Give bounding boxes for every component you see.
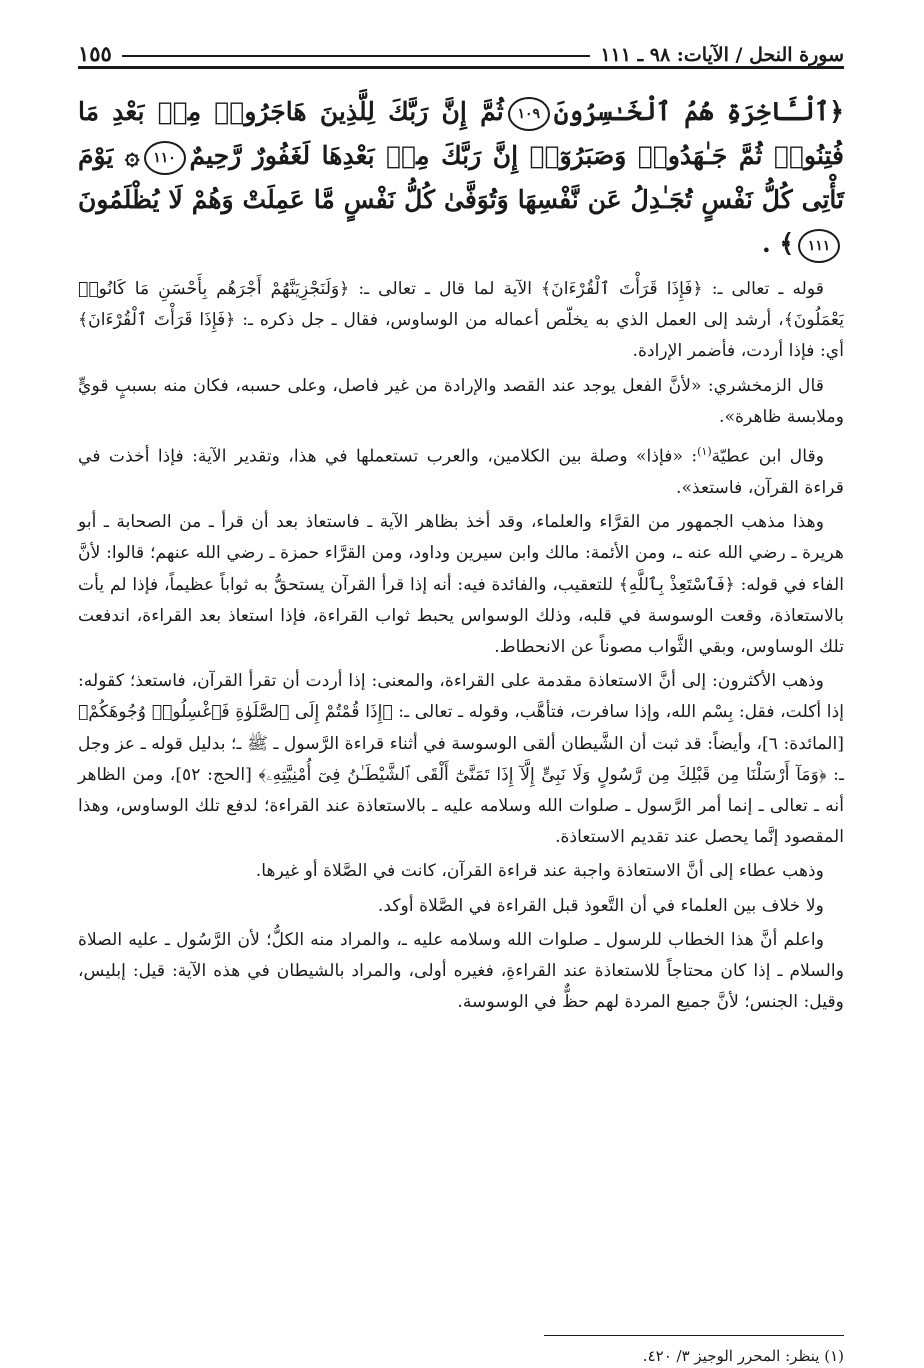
page-body <box>78 90 844 1021</box>
verse-segment-1: ٱلْـَٔاخِرَةِ هُمُ ٱلْخَـٰسِرُونَ <box>553 97 830 126</box>
ayah-number-marker: ١٠٩ <box>508 97 550 131</box>
verse-segment-3: ۞ يَوْمَ تَأْتِى كُلُّ نَفْسٍ تُجَـٰدِلُ عَن نَّفْسِهَا وَتُوَفَّىٰ كُلُّ نَفْسٍ مَّا عَمِلَتْ وَهُمْ لَا يُظْلَمُونَ <box>78 141 844 214</box>
paragraph-3 <box>78 436 844 504</box>
paragraph-1: قوله ـ تعالى ـ: ﴿فَإِذَا قَرَأْتَ ٱلْقُرْءَانَ﴾ الآية لما قال ـ تعالى ـ: ﴿وَلَنَجْزِيَنَّهُمْ أَجْرَهُم بِأَحْسَنِ مَا كَانُوا۟ يَعْمَلُونَ﴾، أرشد إلى العمل الذي به يخلّص أعماله من الوساوس، فقال ـ جل ذكره ـ: ﴿فَإِذَا قَرَأْتَ ٱلْقُرْءَانَ﴾ أي: فإذا أردت، فأضمر الإرادة. <box>78 279 844 362</box>
footnote-divider <box>544 1335 844 1336</box>
ayah-number-marker: ١١١ <box>798 229 840 263</box>
paragraph-6: وذهب عطاء إلى أنَّ الاستعاذة واجبة عند قراءة القرآن، كانت في الصَّلاة أو غيرها. <box>255 861 824 882</box>
quran-verses: ﴿ٱلْـَٔاخِرَةِ هُمُ ٱلْخَـٰسِرُونَ١٠٩ثُمَّ إِنَّ رَبَّكَ لِلَّذِينَ هَاجَرُوا۟ مِنۢ بَعْدِ مَا فُتِنُوا۟ ثُمَّ جَـٰهَدُوا۟ وَصَبَرُوٓا۟ إِنَّ رَبَّكَ مِنۢ بَعْدِهَا لَغَفُورٌ رَّحِيمٌ١١٠۞ يَوْمَ تَأْتِى كُلُّ نَفْسٍ تُجَـٰدِلُ عَن نَّفْسِهَا وَتُوَفَّىٰ كُلُّ نَفْسٍ مَّا عَمِلَتْ وَهُمْ لَا يُظْلَمُونَ١١١﴾ . <box>78 90 844 266</box>
page-header <box>78 26 844 66</box>
paragraph-8: واعلم أنَّ هذا الخطاب للرسول ـ صلوات الله وسلامه عليه ـ، والمراد منه الكلُّ؛ لأن الرَّسُول ـ عليه الصلاة والسلام ـ إذا كان محتاجاً للاستعاذة عند القراءةِ، فغيره أولى، والمراد بالشيطان في هذه الآية: قيل: إبليس، وقيل: الجنس؛ لأنَّ جميع المردة لهم حظٌّ في الوسوسة. <box>78 929 844 1013</box>
header-rule <box>122 55 591 57</box>
running-title: سورة النحل / الآيات: ٩٨ ـ ١١١ <box>600 44 844 66</box>
header-divider <box>78 66 844 69</box>
paragraph-4: وهذا مذهب الجمهور من القرَّاء والعلماء، وقد أخذ بظاهر الآية ـ فاستعاذ بعد أن قرأ ـ من الصحابة ـ أبو هريرة ـ رضي الله عنه ـ، ومن الأئمة: مالك وابن سيرين وداود، ومن القرَّاء حمزة ـ رضي الله عنهم؛ قالوا: لأنَّ الفاء في قوله: ﴿فَٱسْتَعِذْ بِٱللَّهِ﴾ للتعقيب، والفائدة فيه: أنه إذا قرأ القرآن يستحقُّ به ثواباً عظيماً، فإذا لم يأت بالاستعاذة، وقعت الوسوسة في قلبه، وذلك الوسواس يحبط ثواب القراءة، فإذا استعاذ بعد القراءة، اندفعت تلك الوساوس، وبقي الثَّواب مصوناً عن الانحطاط. <box>78 512 844 657</box>
verse-end: ﴾ . <box>761 229 794 258</box>
verse-segment-2: ثُمَّ إِنَّ رَبَّكَ لِلَّذِينَ هَاجَرُوا۟ مِنۢ بَعْدِ مَا فُتِنُوا۟ ثُمَّ جَـٰهَدُوا۟ وَصَبَرُوٓا۟ إِنَّ رَبَّكَ مِنۢ بَعْدِهَا لَغَفُورٌ رَّحِيمٌ <box>78 97 844 170</box>
paragraph-5: وذهب الأكثرون: إلى أنَّ الاستعاذة مقدمة على القراءة، والمعنى: إذا أردت أن تقرأ القرآن، فاستعذ؛ كقوله: إذا أكلت، فقل: بِسْم الله، وإذا سافرت، فتأهَّب، وقوله ـ تعالى ـ: ﴿إِذَا قُمْتُمْ إِلَى ٱلصَّلَوٰةِ فَٱغْسِلُوا۟ وُجُوهَكُمْ﴾ [المائدة: ٦]، وأيضاً: قد ثبت أن الشَّيطان ألقى الوسوسة في أثناء قراءة الرَّسول ـ ﷺ ـ؛ بدليل قوله ـ عز وجل ـ: ﴿وَمَآ أَرْسَلْنَا مِن قَبْلِكَ مِن رَّسُولٍ وَلَا نَبِىٍّ إِلَّآ إِذَا تَمَنَّىٰٓ أَلْقَى ٱلشَّيْطَـٰنُ فِىٓ أُمْنِيَّتِهِۦ﴾ [الحج: ٥٢]، ومن الظاهر أنه ـ تعالى ـ إنما أمر الرَّسول ـ صلوات الله وسلامه عليه ـ بالاستعاذة عند القراءة؛ لدفع تلك الوساوس، وهذا المقصود إنَّما يحصل عند تقديم الاستعاذة. <box>78 671 845 848</box>
footnote: (١) ينظر: المحرر الوجيز ٣/ ٤٢٠. <box>642 1347 844 1365</box>
page-number: ١٥٥ <box>78 41 112 66</box>
ibn-atiyya-intro: وقال ابن عطيّة <box>711 446 824 467</box>
footnote-reference: (١) <box>697 445 712 459</box>
paragraph-2: قال الزمخشري: «لأنَّ الفعل يوجد عند القصد والإرادة من غير فاصل، وعلى حسبه، فكان منه بسببٍ قويٍّ وملابسة ظاهرة». <box>78 375 844 427</box>
ayah-number-marker: ١١٠ <box>144 141 186 175</box>
ibn-atiyya-rest: : «فإذا» وصلة بين الكلامين، والعرب تستعملها في هذا، وتقدير الآية: فإذا أخذت في قراءة القرآن، فاستعذ». <box>78 446 844 498</box>
paragraph-7: ولا خلاف بين العلماء في أن التَّعوذ قبل القراءة في الصَّلاة أوكد. <box>377 895 824 916</box>
